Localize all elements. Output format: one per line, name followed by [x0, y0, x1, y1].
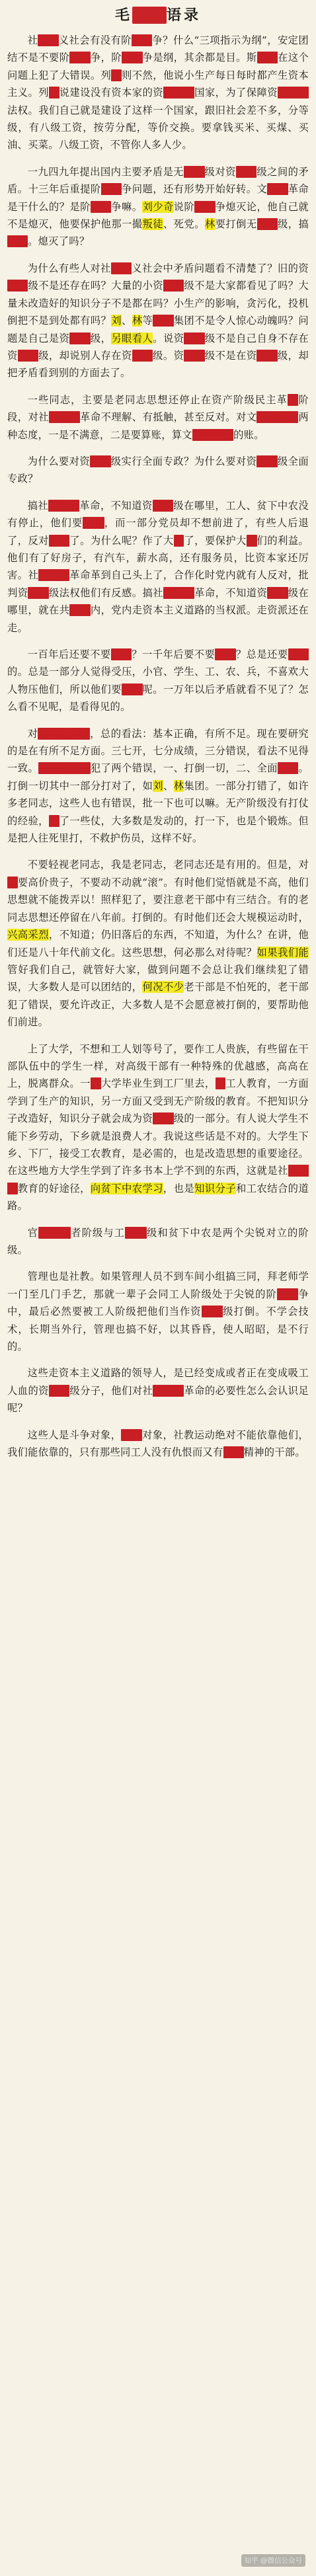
- redacted-title-word: 主席: [132, 7, 167, 24]
- redaction-mark: 政变: [7, 235, 28, 248]
- text-run: 一些同志，主要是老同志思想还停止在资产阶级民主革: [27, 393, 288, 406]
- text-run: 老干部是不怕死的，老干部犯了错误，要允许改正，大多数人是不会愿意被打倒的，要帮助他们前进。: [7, 981, 309, 1029]
- text-run: 级法权他们有反感。搞社: [48, 586, 163, 599]
- text-run: 了。为什么呢？作了大: [69, 534, 174, 547]
- text-run: 说阶: [173, 200, 195, 213]
- redaction-mark: 官: [173, 534, 184, 547]
- redaction-mark: 级斗: [122, 52, 143, 64]
- redaction-mark: 化大: [267, 183, 288, 196]
- redaction-mark: 产阶: [90, 455, 111, 467]
- highlight-mark: 向贫下中农学习: [90, 1182, 163, 1194]
- quote-paragraph: [7, 391, 309, 444]
- text-run: 犯了两个错误，一、打倒一切，二、全面: [90, 762, 278, 775]
- quote-paragraph: [7, 646, 309, 716]
- text-run: 阶段，对社: [7, 393, 309, 424]
- highlight-mark: 刘: [153, 779, 163, 792]
- text-run: 。说资: [153, 332, 184, 344]
- text-run: 这些走资本主义道路的领导人，是已经变成或者正在变成吸工人血的资: [7, 1367, 309, 1397]
- quote-paragraph: [7, 163, 309, 251]
- title-suffix: 语录: [167, 7, 202, 24]
- text-run: 两种态度，一是不满意，二是要算账，算文: [7, 411, 309, 441]
- text-run: 革命革到自己头上了，合作化时党内就有人反对，批判资: [7, 569, 309, 599]
- watermark: 知乎 @微信公众号: [241, 2554, 305, 2567]
- redaction-mark: 产阶: [184, 349, 205, 362]
- text-run: 争问题，还有形势开始好转。文: [122, 183, 268, 196]
- redaction-mark: 革命: [288, 648, 309, 660]
- quote-paragraph: [7, 1040, 309, 1215]
- text-run: 一百年后还要不要: [27, 648, 111, 660]
- redaction-mark: 产阶: [257, 455, 278, 467]
- redaction-mark: 会主义: [163, 586, 195, 599]
- text-run: 争熄灭论，他自己就不是熄灭，他要保护他那一撮: [7, 200, 309, 231]
- redaction-mark: 级斗: [276, 1288, 299, 1300]
- text-run: 和工农结合的道路。: [7, 1182, 309, 1212]
- text-run: 革命是干什么的？是阶: [7, 183, 309, 213]
- redaction-mark: 产阶: [235, 165, 257, 178]
- redaction-mark: 级斗: [100, 183, 122, 196]
- redaction-mark: 革命: [223, 1446, 244, 1459]
- highlight-mark: 另眼看人: [111, 332, 153, 344]
- text-run: 集团。一部分打错了，如许多老同志，这些人也有错误，批一下也可以嘛。无产阶级没有打仗的经验，: [7, 779, 309, 827]
- text-run: 义社会中矛盾问题看不清楚了？旧的资: [132, 262, 309, 274]
- redaction-mark: 反党: [153, 315, 174, 327]
- text-run: 级全面专政？: [7, 455, 309, 485]
- text-run: 级不是在资: [204, 349, 257, 362]
- text-run: 级。资: [153, 349, 184, 362]
- redaction-mark: 产阶: [257, 218, 278, 231]
- redaction-mark: 革命: [121, 1428, 142, 1441]
- text-run: 争中，最后必然要被工人阶级把他们当作资: [7, 1288, 309, 1318]
- text-run: 革命的必要性怎么会认识足呢？: [7, 1384, 309, 1415]
- text-run: 的账。: [233, 428, 264, 441]
- text-run: 者阶级与工: [71, 1226, 126, 1239]
- text-run: 级在哪里，就在共: [7, 586, 309, 617]
- text-run: 这些人是斗争对象，: [27, 1428, 122, 1441]
- text-run: 集团不是令人惊心动魄吗？问题是自己是资: [7, 315, 309, 344]
- text-run: 等: [142, 315, 153, 327]
- text-run: 国家，为了保障资: [194, 87, 278, 99]
- highlight-mark: 如果我们能: [257, 946, 309, 958]
- highlight-mark: 知识分子: [194, 1182, 237, 1194]
- redaction-mark: 文化大革命: [38, 727, 91, 740]
- text-run: 级不是大家都看见了吗？大量未改造好的知识分子不是都在吗？小生产的影响，贪污化，投机倒把不是到处都有吗？: [7, 280, 309, 327]
- redaction-mark: 产阶: [17, 349, 39, 362]
- highlight-mark: 林: [132, 315, 143, 327]
- redaction-mark: 产阶: [152, 499, 174, 512]
- text-run: 级打倒。不学会技术，长期当外行，管理也搞不好，以其昏昏，使人昭昭，是不行的。: [7, 1306, 309, 1353]
- text-run: 级不是还存在吗？大量的小资: [28, 280, 163, 292]
- text-run: 。熄灭了吗？: [28, 235, 90, 248]
- redaction-mark: 会主义: [48, 499, 80, 512]
- redaction-mark: 会主义: [38, 569, 70, 582]
- text-run: 在这个问题上犯了大错误。列: [7, 52, 309, 81]
- text-run: 为什么有些人对社: [27, 262, 111, 274]
- redaction-mark: 宁: [111, 69, 122, 81]
- page-title: [0, 0, 316, 29]
- text-run: 要打倒无: [215, 218, 257, 231]
- redaction-mark: 个: [90, 1077, 101, 1090]
- redaction-mark: 化大革命: [257, 411, 299, 424]
- redaction-mark: 级斗: [69, 52, 91, 64]
- text-run: 大学毕业生到工厂里去，: [100, 1077, 216, 1090]
- text-run: 则不然，他说小生产每日每时都产生资本主义。列: [7, 69, 309, 99]
- redaction-mark: 僚主义: [38, 1226, 71, 1239]
- quote-paragraph: [7, 725, 309, 847]
- highlight-mark: 叛徒: [142, 218, 163, 231]
- quote-paragraph: [7, 497, 309, 637]
- redaction-mark: 人阶: [125, 1226, 147, 1239]
- highlight-mark: 刘少奇: [142, 200, 174, 213]
- redaction-mark: 会主: [38, 34, 59, 46]
- redaction-mark: 大林: [257, 52, 278, 64]
- text-run: ？一千年后要不要: [132, 648, 216, 660]
- text-run: 对: [27, 727, 38, 740]
- text-run: 社: [27, 34, 38, 46]
- text-run: ，而一部分党员却不想前进了，有些人后退了，反对: [7, 517, 309, 547]
- text-run: 精神的干部。: [243, 1446, 305, 1459]
- redaction-mark: 产阶: [7, 280, 28, 292]
- redaction-mark: 内战: [277, 762, 299, 775]
- highlight-mark: 林: [204, 218, 216, 231]
- text-run: 级和贫下中农是两个尖锐对立的阶级。: [7, 1226, 309, 1256]
- highlight-mark: 何况不少: [142, 981, 184, 994]
- redaction-mark: 官: [7, 876, 18, 888]
- redaction-mark: 受: [215, 1077, 226, 1090]
- text-run: 争嘛。: [111, 200, 143, 213]
- quote-paragraph: [7, 453, 309, 488]
- text-run: 级，搞: [277, 218, 309, 231]
- redaction-mark: 产阶: [163, 280, 184, 292]
- text-run: 要高价贵子，不要动不动就“滚”。有时他们觉悟就是不高，他们思想就不能拨弄以！照样犯了，要注意老干部中有三结合。有的老同志思想还停留在八年前。打倒的。有时他们还会大规模运动时，: [7, 876, 309, 923]
- text-run: 工人教育，一方面学到了生产的知识，另一方面又受到无产阶级的教育。不把知识分子改造好，知识分子就会成为资: [7, 1077, 309, 1125]
- text-run: 了，要保护大: [184, 534, 247, 547]
- quote-paragraph: [7, 1224, 309, 1259]
- text-run: 级，: [90, 332, 112, 344]
- text-run: 级的一部分。有人说大学生不能下乡劳动，下乡就是浪费人才。我说这些话是不对的。大学生下乡、下厂，接受工农教育，是必需的，也是改造思想的重要途径。在这些地方大学生学到了许多书本上学不到的东西，这就是社: [7, 1112, 309, 1177]
- text-run: 级实行全面专政？为什么要对资: [110, 455, 257, 467]
- redaction-mark: 产阶: [184, 165, 205, 178]
- redaction-mark: 级斗: [194, 200, 216, 213]
- text-run: ，也是: [163, 1182, 195, 1194]
- text-run: 官: [27, 1226, 38, 1239]
- text-run: 级之间的矛盾。十三年后重提阶: [7, 165, 309, 196]
- text-run: 了一些仗，大多数是发动的，打一下，也是个锻炼。但是把人往死里打，不救护伤员，这样不好。: [7, 814, 309, 845]
- text-run: 争？什么“三项指示为纲”，安定团结不是不要阶: [7, 34, 309, 64]
- text-run: 上了大学，不想和工人划等号了，要作工人贵族，有些留在干部队伍中的学生一样，对高级干部有一种特殊的优越感，高高在上，脱离群众。一: [7, 1042, 309, 1090]
- text-run: 革命不理解、有抵触，甚至反对。对文: [80, 411, 257, 424]
- quote-paragraph: [7, 1426, 309, 1462]
- redaction-mark: 宁: [48, 87, 59, 99]
- redaction-mark: 命: [288, 393, 299, 406]
- highlight-mark: 林: [173, 779, 184, 792]
- text-run: 搞社: [27, 499, 49, 512]
- redaction-mark: 会主义: [48, 411, 81, 424]
- text-run: 管理也是社教。如果管理人员不到车间小组搞三同，拜老师学一门至几门手艺，那就一辈子会同工人阶级处于尖锐的阶: [7, 1270, 309, 1300]
- text-run: 们的利益。他们有了好房子，有汽车，薪水高，还有服务员，比资本家还厉害。社: [7, 534, 309, 582]
- text-run: ，总的看法：基本正确，有所不足。现在要研究的是在有所不足方面。三七开，七分成绩，三分错误，看法不见得一致。: [7, 727, 309, 775]
- redaction-mark: 革命: [110, 648, 132, 660]
- redaction-mark: 产阶: [153, 1112, 174, 1125]
- redaction-mark: 产阶: [132, 349, 153, 362]
- redaction-mark: 产阶级: [163, 87, 195, 99]
- quote-paragraph: [7, 856, 309, 1031]
- text-run: 为什么要对资: [27, 455, 91, 467]
- highlight-mark: 刘: [111, 315, 122, 327]
- title-prefix: 毛: [114, 7, 132, 24]
- redaction-mark: 产阶: [184, 332, 205, 344]
- text-run: ，不知道；仍旧落后的东西，不知道，为什么？在讲，他们还是八十年代前文化。这些思想，何必那么对待呢？: [7, 929, 309, 958]
- redaction-mark: 产阶: [201, 1306, 223, 1318]
- quote-paragraph: [7, 1364, 309, 1417]
- text-run: 争，阶: [90, 52, 122, 64]
- text-run: 。打倒一切其中一部分打对了，如: [7, 762, 309, 792]
- redaction-mark: 级斗: [90, 200, 112, 213]
- redaction-mark: 产阶: [267, 586, 288, 599]
- redaction-mark: 产党: [69, 604, 91, 617]
- redaction-mark: 革命: [83, 517, 104, 529]
- text-run: 内，党内走资本主义道路的当权派。走资派还在走。: [7, 604, 309, 634]
- text-run: 级，却说别人存在资: [38, 349, 132, 362]
- text-run: 革命，不知道资: [194, 586, 268, 599]
- text-run: 级在哪里，工人、贫下中农没有停止，他们要: [7, 499, 309, 529]
- text-run: 管好我们自己，就管好大家，做到问题不会总让我们继续犯了错误，大多数人是可以团结的，: [7, 963, 309, 994]
- redaction-mark: 产阶: [28, 586, 49, 599]
- redaction-mark: 革命: [48, 534, 70, 547]
- text-run: 呢。一万年以后矛盾就看不见了？怎么看不见呢，是看得见的。: [7, 683, 309, 713]
- quote-paragraph: [7, 32, 309, 154]
- redaction-mark: 革命: [215, 648, 236, 660]
- redaction-mark: 会主义: [153, 1384, 184, 1397]
- redaction-mark: 产阶: [257, 349, 278, 362]
- text-run: 教育的好途径，: [17, 1182, 91, 1194]
- text-run: 、: [163, 779, 174, 792]
- highlight-mark: 兴高采烈: [7, 929, 49, 941]
- text-run: 争是纲，其余都是目。斯: [142, 52, 257, 64]
- text-run: 义社会有没有阶: [58, 34, 132, 46]
- redaction-mark: 级斗: [131, 34, 153, 46]
- text-run: 、死党。: [163, 218, 205, 231]
- text-run: 法权。我们自己就是建设了这样一个国家，跟旧社会差不多，分等级，有八级工资，按劳分配，等价交换。要拿钱买米、买煤、买油、买菜。八级工资，不管你人多人少。: [7, 104, 309, 151]
- text-run: 级，却把矛盾看到别的方面去了。: [7, 349, 309, 379]
- redaction-mark: 会主: [110, 262, 132, 274]
- redaction-mark: 产阶: [69, 332, 91, 344]
- redaction-mark: 产阶级: [277, 87, 309, 99]
- redaction-mark: 文化大革命: [38, 762, 91, 775]
- text-run: 级不是自己自身不存在资: [7, 332, 309, 362]
- text-run: 级对资: [204, 165, 236, 178]
- redaction-mark: 化大革命: [192, 428, 234, 441]
- text-run: 一九四九年提出国内主要矛盾是无: [27, 165, 184, 178]
- text-run: 不要轻视老同志，我是老同志，老同志还是有用的。但是，对: [27, 859, 309, 871]
- text-run: ？总是还要: [235, 648, 288, 660]
- redaction-mark: 革命: [122, 683, 143, 695]
- quotation-body: [0, 30, 316, 1461]
- quote-paragraph: [7, 260, 309, 382]
- text-run: 级分子，他们对社: [69, 1384, 153, 1397]
- redaction-mark: 打: [48, 814, 59, 827]
- text-run: 说建设没有资本家的资: [59, 87, 163, 99]
- redaction-mark: 官: [246, 534, 257, 547]
- text-run: 对象，社教运动绝对不能依靠他们，我们能依靠的，只有那些同工人没有仇恨而又有: [7, 1428, 309, 1459]
- text-run: 的。总是一部分人觉得受压，小官、学生、工、农、兵，不喜欢大人物压他们，所以他们要: [7, 666, 309, 695]
- redaction-mark: 会主义: [7, 1165, 309, 1194]
- quote-paragraph: [7, 1268, 309, 1355]
- text-run: 、: [122, 315, 132, 327]
- text-run: 革命，不知道资: [79, 499, 153, 512]
- redaction-mark: 产阶: [48, 1384, 70, 1397]
